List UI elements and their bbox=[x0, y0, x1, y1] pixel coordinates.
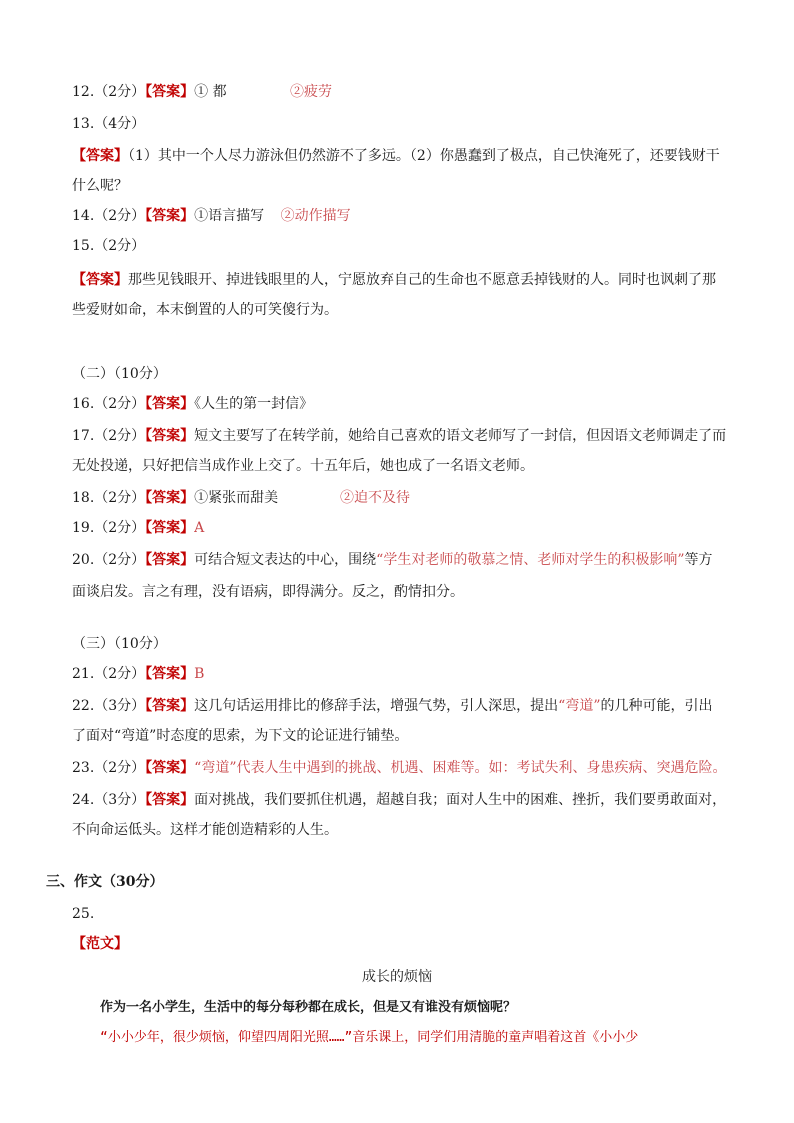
q14: 14.（2分）【答案】①语言描写 ②动作描写 bbox=[72, 208, 351, 224]
q25-number: 25. bbox=[72, 906, 95, 922]
q17-line-2: 无处投递，只好把信当成作业上交了。十五年后，她也成了一名语文老师。 bbox=[72, 458, 534, 474]
q15-number: 15.（2分） bbox=[72, 238, 146, 254]
answer-tag: 【答案】 bbox=[145, 396, 195, 412]
q13-answer-line-1: 【答案】（1）其中一个人尽力游泳但仍然游不了多远。（2）你愚蠢到了极点，自己快淹死了，还要钱财干 bbox=[72, 148, 720, 164]
answer-1: ①语言描写 bbox=[194, 208, 265, 224]
q20-line-1: 20.（2分）【答案】可结合短文表达的中心，围绕“学生对老师的敬慕之情、老师对学生的积极影响”等方 bbox=[72, 552, 713, 568]
q22-line-1: 22.（3分）【答案】这几句话运用排比的修辞手法，增强气势，引人深思，提出“弯道”的几种可能，引出 bbox=[72, 698, 713, 714]
q12 bbox=[72, 82, 332, 102]
q24-line-1: 24.（3分）【答案】面对挑战，我们要抓住机遇，超越自我；面对人生中的困难、挫折，我们要勇敢面对， bbox=[72, 792, 727, 808]
q20-line-2: 面谈启发。言之有理，没有语病，即得满分。反之，酌情扣分。 bbox=[72, 584, 464, 600]
answer-tag: 【答案】 bbox=[145, 84, 195, 100]
answer-tag: 【答案】 bbox=[145, 490, 195, 506]
answer-tag: 【答案】 bbox=[145, 428, 195, 444]
q24-line-2: 不向命运低头。这样才能创造精彩的人生。 bbox=[72, 822, 338, 838]
answer-tag: 【答案】 bbox=[72, 272, 128, 288]
question-number: 12.（2分） bbox=[72, 84, 146, 100]
answer-tag: 【答案】 bbox=[145, 760, 195, 776]
essay-title: 成长的烦恼 bbox=[362, 969, 432, 985]
essay-paragraph-1: 作为一名小学生，生活中的每分每秒都在成长，但是又有谁没有烦恼呢？ bbox=[100, 1000, 517, 1015]
q15-answer-line-2: 些爱财如命，本末倒置的人的可笑傻行为。 bbox=[72, 302, 338, 318]
answer-tag: 【答案】 bbox=[145, 208, 195, 224]
answer-tag: 【答案】 bbox=[145, 792, 195, 808]
section-3-heading: （三）（10分） bbox=[72, 636, 167, 652]
q23: 23.（2分）【答案】“弯道”代表人生中遇到的挑战、机遇、困难等。如：考试失利、身患疾病、突遇危险。 bbox=[72, 760, 727, 776]
q16: 16.（2分）【答案】《人生的第一封信》 bbox=[72, 396, 314, 412]
q18: 18.（2分）【答案】①紧张而甜美 ②迫不及待 bbox=[72, 490, 410, 506]
answer-2: ②动作描写 bbox=[280, 208, 351, 224]
essay-paragraph-2: “小小少年，很少烦恼，仰望四周阳光照……”音乐课上，同学们用清脆的童声唱着这首《小小少 bbox=[100, 1030, 639, 1045]
q17-line-1: 17.（2分）【答案】短文主要写了在转学前，她给自己喜欢的语文老师写了一封信，但因语文老师调走了而 bbox=[72, 428, 727, 444]
answer-tag: 【答案】 bbox=[145, 552, 195, 568]
answer-2: ②疲劳 bbox=[290, 84, 332, 100]
essay-section-heading: 三、作文（30分） bbox=[46, 874, 164, 890]
answer-tag: 【答案】 bbox=[145, 520, 195, 536]
q15-answer-line-1: 【答案】那些见钱眼开、掉进钱眼里的人，宁愿放弃自己的生命也不愿意丢掉钱财的人。同时也讽刺了那 bbox=[72, 272, 716, 288]
answer-tag: 【答案】 bbox=[72, 148, 128, 164]
model-essay-tag: 【范文】 bbox=[72, 936, 128, 952]
q19: 19.（2分）【答案】A bbox=[72, 520, 205, 536]
answer-tag: 【答案】 bbox=[145, 666, 195, 682]
answer-tag: 【答案】 bbox=[145, 698, 195, 714]
q21: 21.（2分）【答案】B bbox=[72, 666, 205, 682]
q22-line-2: 了面对“弯道”时态度的思索，为下文的论证进行铺垫。 bbox=[72, 728, 409, 744]
q13-number: 13.（4分） bbox=[72, 116, 146, 132]
answer-2: ②迫不及待 bbox=[340, 490, 410, 506]
answer-1: ①紧张而甜美 bbox=[194, 490, 279, 506]
section-2-heading: （二）（10分） bbox=[72, 366, 167, 382]
q13-answer-line-2: 什么呢？ bbox=[72, 178, 128, 194]
answer-1: ① 都 bbox=[194, 84, 227, 100]
